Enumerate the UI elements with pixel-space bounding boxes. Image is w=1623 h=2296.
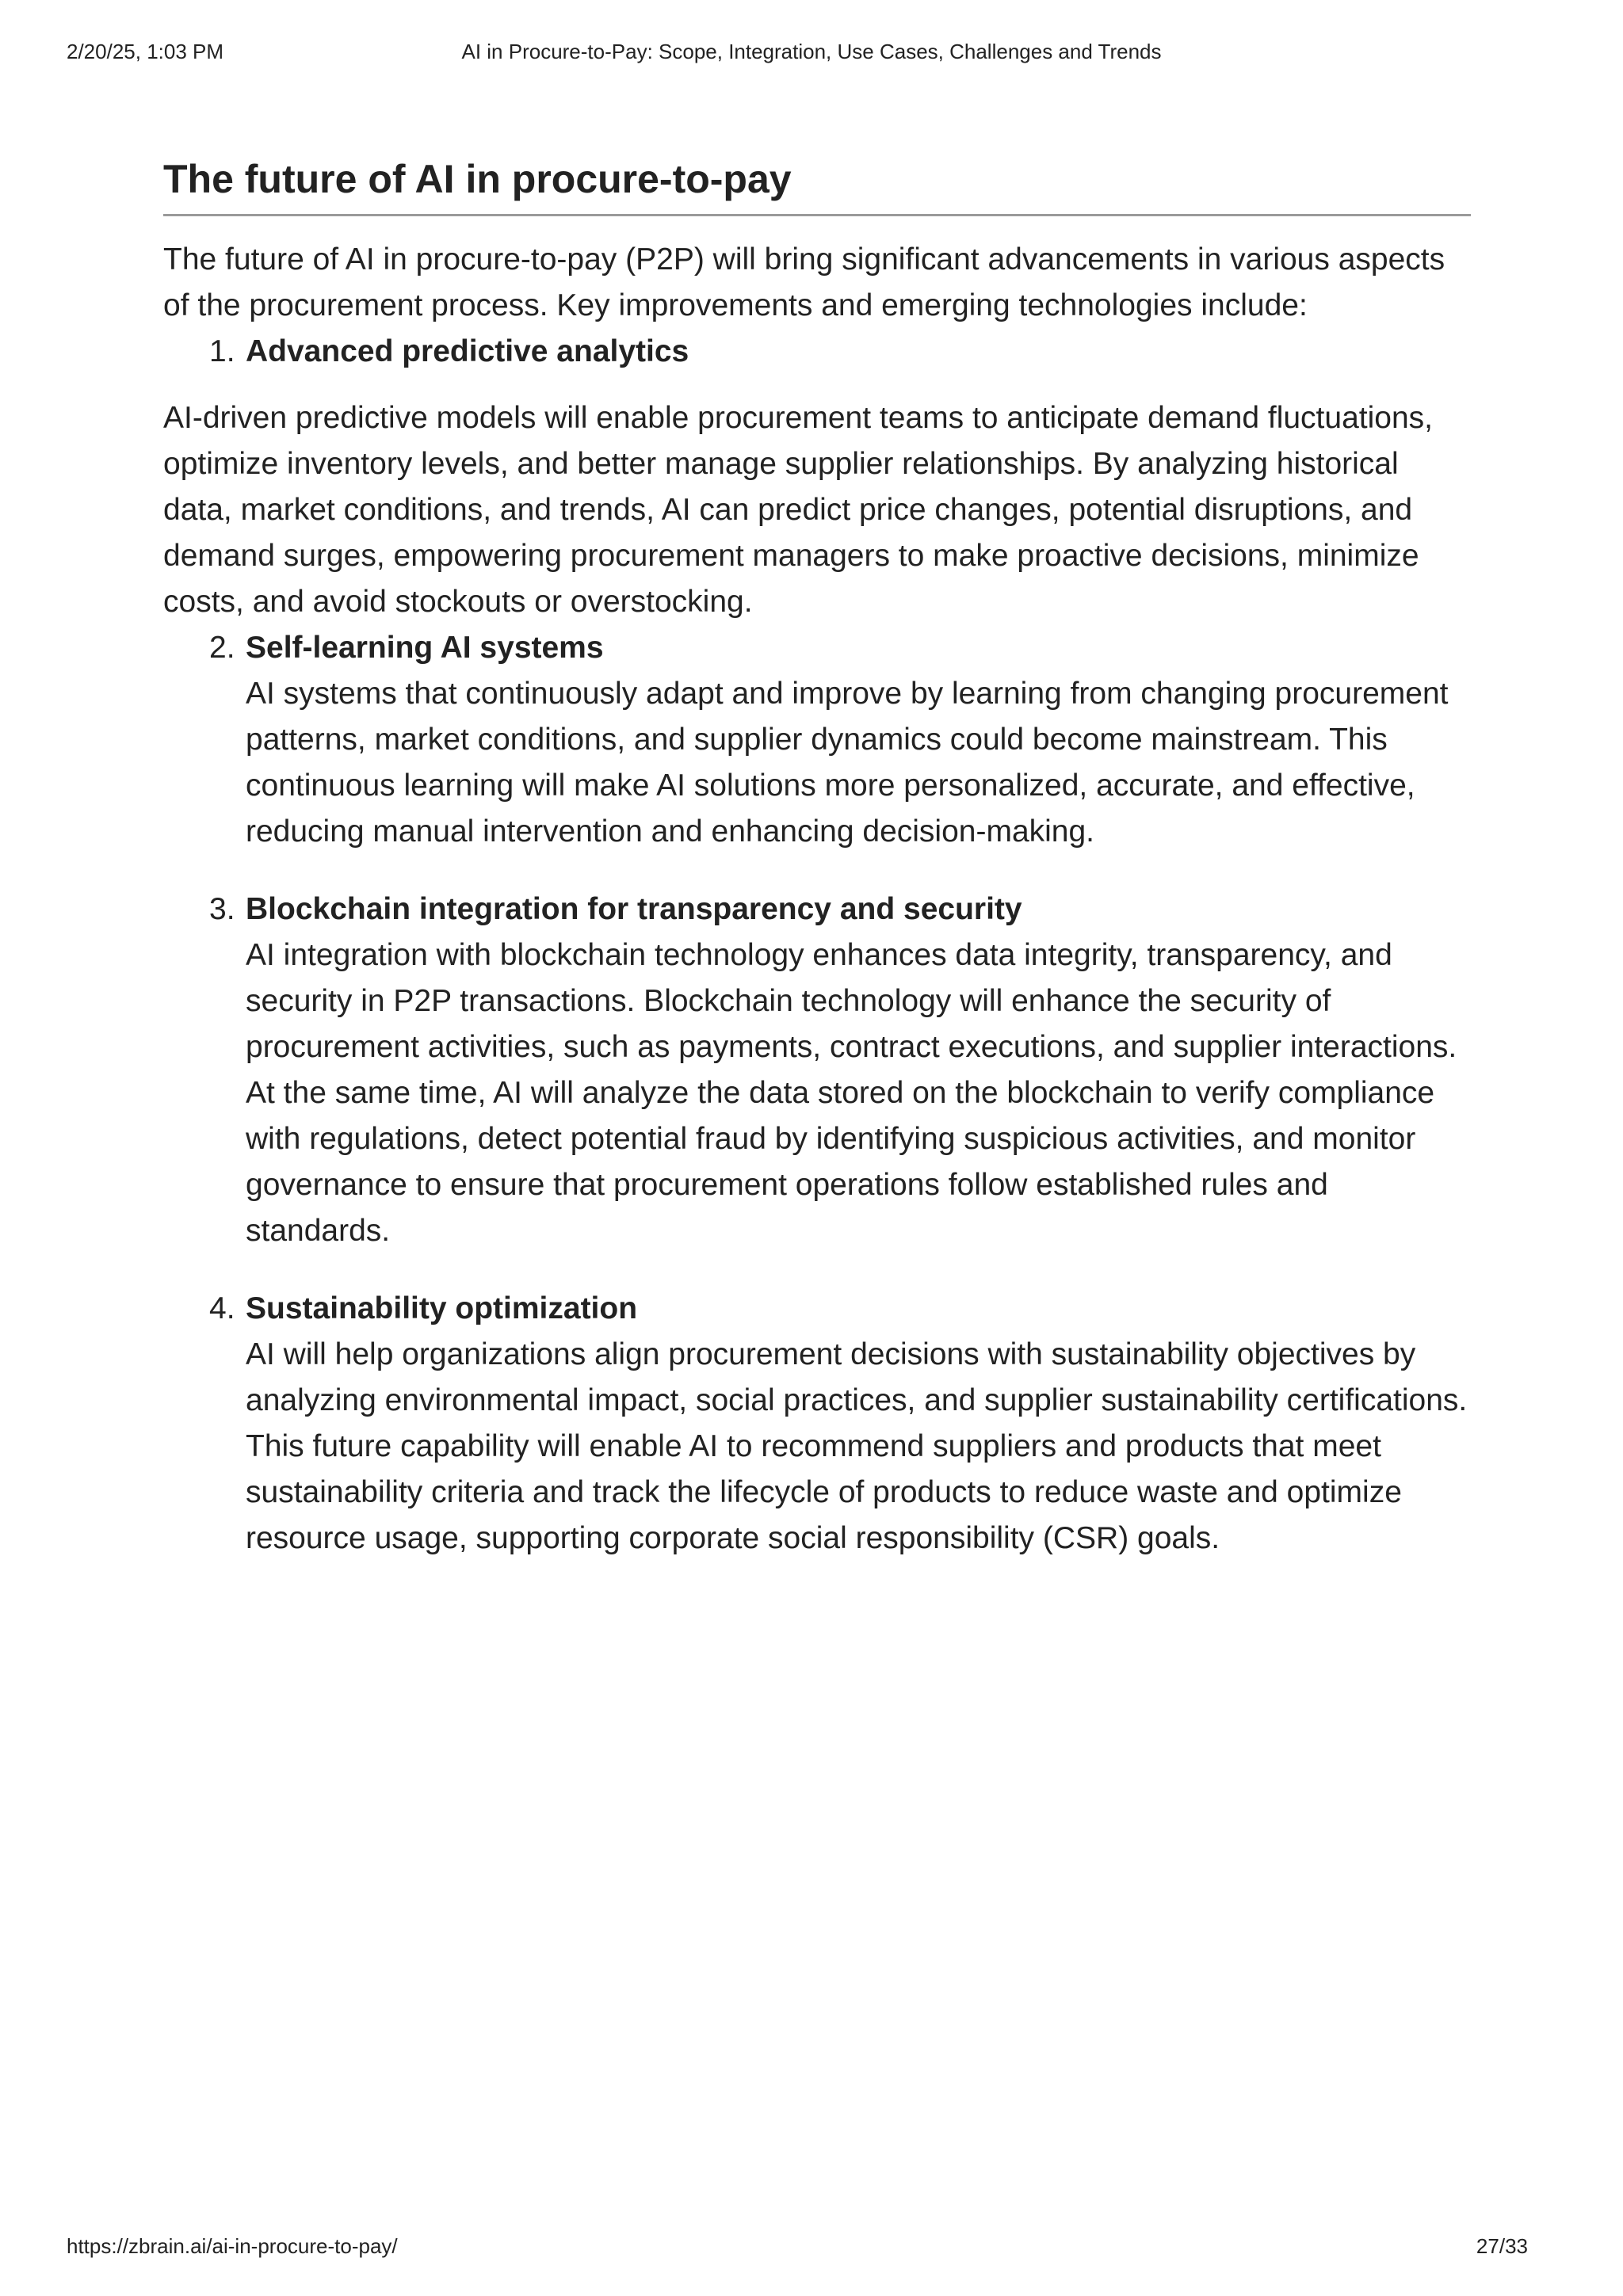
list-item-blockchain: [163, 887, 1471, 1254]
list-item-title: Self-learning AI systems: [246, 631, 604, 665]
list-item-predictive-analytics: [163, 329, 1471, 375]
list-item-body: AI systems that continuously adapt and improve by learning from changing procurement patterns, market conditions, and supplier dynamics could become mainstream. This continuous learning will make AI solutions more personalized, accurate, and effective, reducing manual intervention and enhancing decision-making.: [246, 677, 1449, 849]
list-item-title: Advanced predictive analytics: [246, 334, 689, 368]
feature-list-rest: [163, 625, 1471, 1562]
list-item-number: 1.: [209, 334, 235, 368]
article-content: [163, 155, 1471, 1562]
list-item-number: 4.: [209, 1291, 235, 1325]
predictive-analytics-paragraph: AI-driven predictive models will enable procurement teams to anticipate demand fluctuations, optimize inventory levels, and better manage supplier relationships. By analyzing historical data, market conditions, and trends, AI can predict price changes, potential disruptions, and demand surges, empowering procurement managers to make proactive decisions, minimize costs, and avoid stockouts or overstocking.: [163, 401, 1433, 619]
list-item-number: 3.: [209, 892, 235, 926]
feature-list-first: [163, 329, 1471, 375]
list-item-body: AI will help organizations align procurement decisions with sustainability objectives by analyzing environmental impact, social practices, and supplier sustainability certifications. This future capability will enable AI to recommend suppliers and products that meet sustainability criteria and track the lifecycle of products to reduce waste and optimize resource usage, supporting corporate social responsibility (CSR) goals.: [246, 1337, 1468, 1555]
list-item-self-learning: [163, 625, 1471, 855]
print-header: [0, 40, 1623, 71]
list-item-number: 2.: [209, 631, 235, 665]
print-datetime: 2/20/25, 1:03 PM: [67, 40, 224, 63]
list-item-body: AI integration with blockchain technology enhances data integrity, transparency, and security in P2P transactions. Blockchain technology will enhance the security of procurement activities, such as payments, contract executions, and supplier interactions. At the same time, AI will analyze the data stored on the blockchain to verify compliance with regulations, detect potential fraud by identifying suspicious activities, and monitor governance to ensure that procurement operations follow established rules and standards.: [246, 938, 1457, 1248]
list-item-title: Blockchain integration for transparency and security: [246, 892, 1022, 926]
page-url: https://zbrain.ai/ai-in-procure-to-pay/: [67, 2234, 398, 2258]
document-title: AI in Procure-to-Pay: Scope, Integration, Use Cases, Challenges and Trends: [461, 40, 1162, 63]
list-item-title: Sustainability optimization: [246, 1291, 638, 1325]
section-heading: The future of AI in procure-to-pay: [163, 155, 1471, 216]
page-number: 27/33: [1476, 2234, 1528, 2258]
print-footer: [0, 2234, 1623, 2266]
intro-paragraph: The future of AI in procure-to-pay (P2P) will bring significant advancements in various aspects of the procurement process. Key improvements and emerging technologies include:: [163, 242, 1445, 322]
list-item-sustainability: [163, 1286, 1471, 1562]
